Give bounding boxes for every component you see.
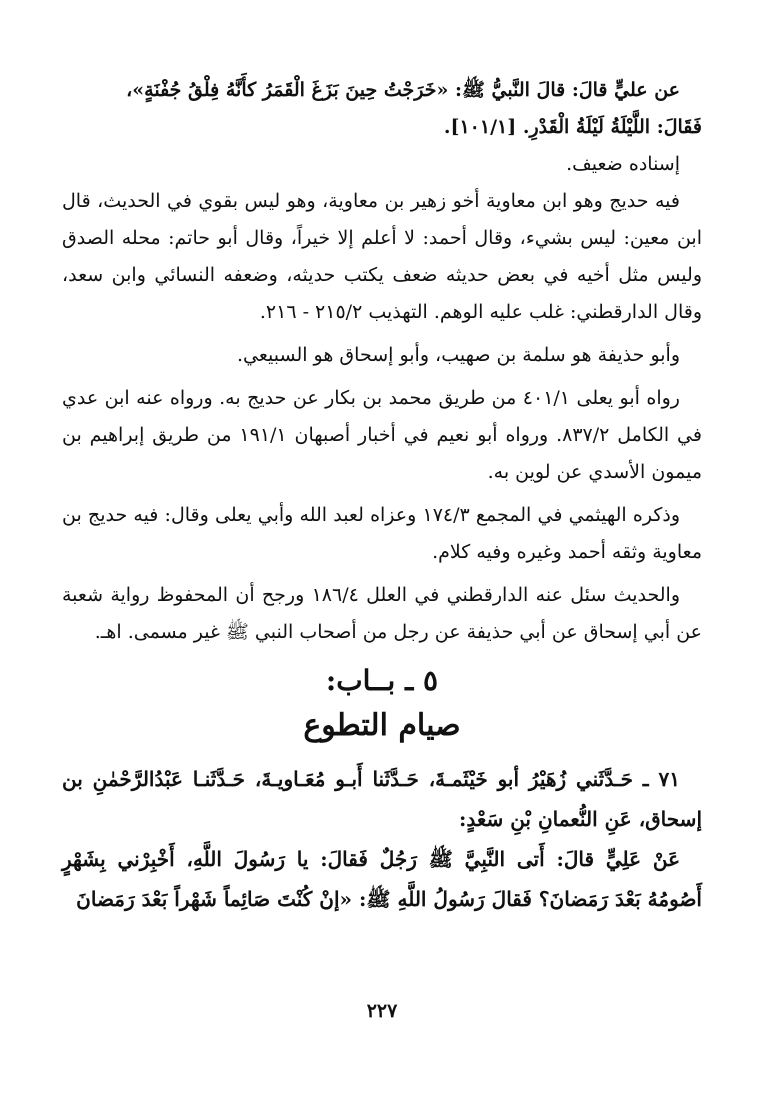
hadith-text-line-1: عن عليٍّ قالَ: قالَ النَّبيُّ ﷺ: «خَرَجْتُ حِينَ بَزَغَ الْقَمَرُ كأَنَّهُ فِلْقُ جُفْنَةٍ»، bbox=[126, 79, 680, 101]
hadith-71-isnad: ٧١ ـ حَـدَّثَني زُهَيْرُ أبو خَيْثَمـةَ، حَـدَّثَنا أَبـو مُعَـاويـةَ، حَـدَّثَنـا عَبْدُالرَّحْمٰنِ بن إسحاق، عَنِ النُّعمانِ بْنِ سَعْدٍ: bbox=[62, 767, 702, 831]
hadith-text-line-2: فَقَالَ: اللَّيْلَةُ لَيْلَةُ الْقَدْرِ. [١٠١/١]. bbox=[443, 116, 702, 138]
document-page bbox=[62, 72, 702, 1062]
narrator-commentary: فيه حديج وهو ابن معاوية أخو زهير بن معاوية، وهو ليس بقوي في الحديث، قال ابن معين: ليس بشيء، وقال أحمد: لا أعلم إلا خيراً، وقال أبو حاتم: محله الصدق وليس مثل أخيه في بعض حديثه ضعف يكتب حديثه، وضعفه النسائي وابن سعد، وقال الدارقطني: غلب عليه الوهم. التهذيب ٢١٥/٢ - ٢١٦. bbox=[62, 190, 702, 323]
haythami-paragraph: وذكره الهيثمي في المجمع ١٧٤/٣ وعزاه لعبد الله وأبي يعلى وقال: فيه حديج بن معاوية وثقه أحمد وغيره وفيه كلام. bbox=[62, 504, 702, 563]
chapter-number: ٥ ـ بــاب: bbox=[325, 664, 439, 697]
page-number: ٢٢٧ bbox=[366, 1000, 398, 1022]
hadith-71-matn: عَنْ عَلِيٍّ قالَ: أَتى النَّبِيَّ ﷺ رَجُلٌ فَقالَ: يا رَسُولَ اللَّهِ، أَخْبِرْني بِشَهْرٍ أَصُومُهُ بَعْدَ رَمَضانَ؟ فَقالَ رَسُولُ اللَّهِ ﷺ: «إنْ كُنْتَ صَائِماً شَهْراً بَعْدَ رَمَضانَ bbox=[62, 847, 702, 911]
isnad-grade: إسناده ضعيف. bbox=[566, 153, 680, 175]
takhrij-paragraph: رواه أبو يعلى ٤٠١/١ من طريق محمد بن بكار عن حديج به. ورواه عنه ابن عدي في الكامل ٨٣٧/٢. ورواه أبو نعيم في أخبار أصبهان ١٩١/١ من طريق إبراهيم بن ميمون الأسدي عن لوين به. bbox=[62, 387, 702, 483]
narrator-identification: وأبو حذيفة هو سلمة بن صهيب، وأبو إسحاق هو السبيعي. bbox=[236, 344, 680, 366]
chapter-title: صيام التطوع bbox=[303, 708, 461, 743]
daraqutni-paragraph: والحديث سئل عنه الدارقطني في العلل ١٨٦/٤ ورجح أن المحفوظ رواية شعبة عن أبي إسحاق عن أبي حذيفة عن رجل من أصحاب النبي ﷺ غير مسمى. اهـ. bbox=[62, 584, 702, 643]
